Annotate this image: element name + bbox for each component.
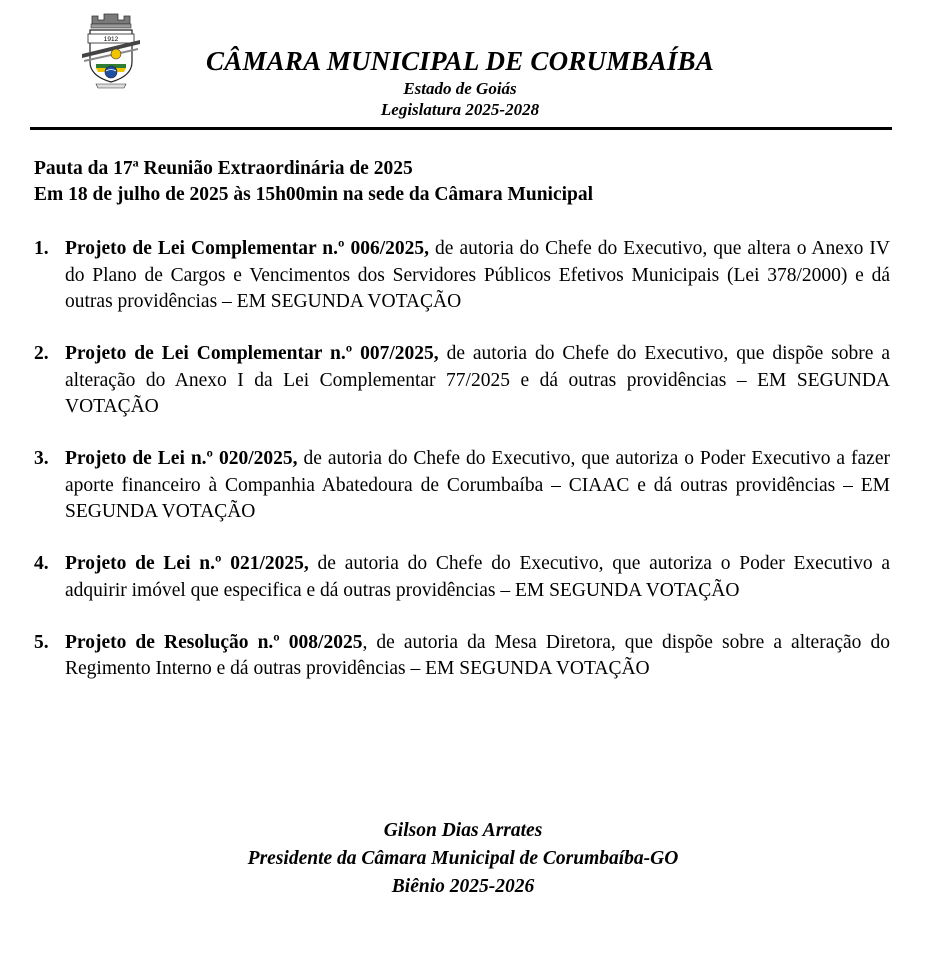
state-subtitle: Estado de Goiás <box>403 79 517 98</box>
header-divider <box>30 127 892 130</box>
item-description: de autoria do Chefe do Executivo, que altera o Anexo IV do Plano de Cargos e Vencimentos dos Servidores Públicos Efetivos Municipais (Lei 378/2000) e dá outras providências – EM SEGUNDA VOTAÇÃO <box>65 238 890 312</box>
item-number: 5. <box>34 631 49 653</box>
agenda-heading-line-1 <box>34 156 593 182</box>
agenda-meeting-suffix: Reunião Extraordinária de 2025 <box>138 158 413 179</box>
item-title: Projeto de Lei Complementar n.º 006/2025, <box>65 238 430 259</box>
agenda-item <box>34 551 890 604</box>
item-title: Projeto de Lei n.º 021/2025, <box>65 553 309 574</box>
agenda-item-list <box>34 236 890 708</box>
signatory-name: Gilson Dias Arrates <box>383 820 543 841</box>
item-description: de autoria do Chefe do Executivo, que autoriza o Poder Executivo a adquirir imóvel que especifica e dá outras providências – EM SEGUNDA VOTAÇÃO <box>65 553 890 601</box>
item-title: Projeto de Lei Complementar n.º 007/2025, <box>65 343 439 364</box>
municipal-crest-logo <box>76 10 146 92</box>
item-number: 4. <box>34 553 49 574</box>
item-description: de autoria do Chefe do Executivo, que dispõe sobre a alteração do Anexo I da Lei Complementar 77/2025 e dá outras providências – EM SEGUNDA VOTAÇÃO <box>65 343 891 417</box>
crest-year-text: 1912 <box>103 36 119 43</box>
item-title: Projeto de Lei n.º 020/2025, <box>65 448 298 469</box>
agenda-ordinal-superscript: a <box>132 155 139 170</box>
item-number: 1. <box>34 238 49 259</box>
item-title: Projeto de Resolução n.º 008/2025 <box>65 631 363 653</box>
agenda-heading-line-2: Em 18 de julho de 2025 às 15h00min na sede da Câmara Municipal <box>34 184 594 205</box>
agenda-item <box>34 236 890 316</box>
legislature-subtitle: Legislatura 2025-2028 <box>380 100 540 119</box>
item-number: 2. <box>34 343 49 364</box>
signatory-role: Presidente da Câmara Municipal de Corumbaíba-GO <box>247 848 679 869</box>
agenda-item <box>34 446 890 526</box>
item-description: , de autoria da Mesa Diretora, que dispõe sobre a alteração do Regimento Interno e dá outras providências – EM SEGUNDA VOTAÇÃO <box>65 631 890 679</box>
agenda-meeting-prefix: Pauta da 17 <box>34 158 133 179</box>
agenda-item <box>34 341 890 421</box>
agenda-heading <box>34 156 593 208</box>
document-header <box>180 44 740 120</box>
signature-block <box>0 817 926 901</box>
agenda-item <box>34 630 890 683</box>
chamber-title: CÂMARA MUNICIPAL DE CORUMBAÍBA <box>206 46 714 76</box>
signatory-term: Biênio 2025-2026 <box>391 876 535 897</box>
item-description: de autoria do Chefe do Executivo, que autoriza o Poder Executivo a fazer aporte financeiro à Companhia Abatedoura de Corumbaíba – CIAAC e dá outras providências – EM SEGUNDA VOTAÇÃO <box>65 448 890 522</box>
item-number: 3. <box>34 448 49 469</box>
